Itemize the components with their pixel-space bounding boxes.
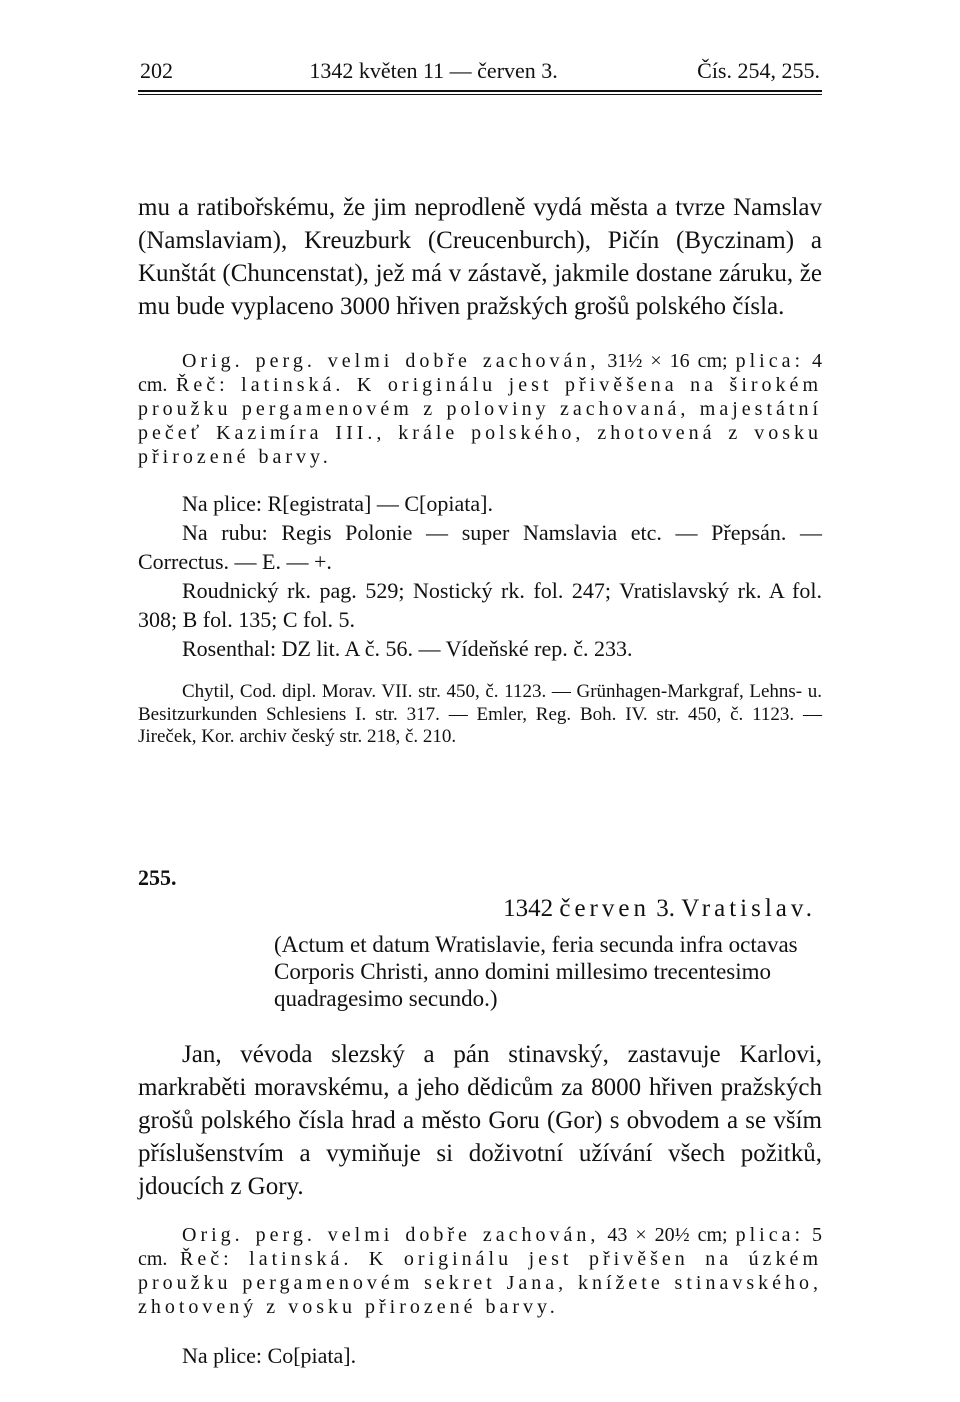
header-rule-thin (138, 94, 822, 95)
doc255-date-place (138, 895, 822, 923)
doc254-plica-label: plica: (735, 350, 805, 372)
doc255-latin-dating: (Actum et datum Wratislavie, feria secunda infra octavas Corporis Christi, anno domini millesimo trecentesimo quadragesimo secundo.) (274, 931, 798, 1011)
doc255-plica-value: 5 cm. (138, 1223, 822, 1270)
doc255-plica-label: plica: (735, 1223, 805, 1246)
doc255-place: Vratislav. (681, 894, 816, 922)
page (138, 58, 822, 1370)
doc255-orig-note (138, 1223, 822, 1319)
doc254-plice: Na plice: R[egistrata] — C[opiata]. (182, 491, 493, 516)
header-date-range: 1342 květen 11 — červen 3. (309, 58, 558, 83)
page-number: 202 (140, 58, 173, 83)
doc254-orig-note (138, 349, 822, 469)
doc255-month: červen (559, 894, 650, 922)
doc255-day: 3. (656, 894, 675, 922)
doc254-orig-spaced: Orig. perg. velmi dobře zachován, (182, 350, 600, 372)
doc254-dimensions: 31½ × 16 cm; (607, 350, 728, 372)
doc255-summary: Jan, vévoda slezský a pán stinavský, zastavuje Karlovi, markraběti moravskému, a jeho dědicům za 8000 hřiven pražských grošů polského čísla hrad a město Goru (Gor) s obvodem a se vším příslušenstvím a vymiňuje si doživotní užívání všech požitků, jdoucích z Gory. (138, 1040, 822, 1200)
doc255-year: 1342 (503, 894, 554, 922)
doc254-rosenthal: Rosenthal: DZ lit. A č. 56. — Vídeňské rep. č. 233. (182, 636, 633, 661)
running-header (138, 58, 822, 84)
doc255-orig-spaced: Orig. perg. velmi dobře zachován, (182, 1223, 600, 1246)
doc254-plica-value: 4 cm. (138, 350, 822, 396)
doc254-literature: Chytil, Cod. dipl. Morav. VII. str. 450, č. 1123. — Grünhagen-Markgraf, Lehns- u. Besitzurkunden Schlesiens I. str. 317. — Emler, Reg. Boh. IV. str. 450, č. 1123. — Jireček, Kor. archiv český str. 218, č. 210. (138, 681, 822, 747)
header-doc-numbers: Čís. 254, 255. (697, 58, 820, 83)
doc255-language-seal: Řeč: latinská. K originálu jest přivěšen na úzkém proužku pergamenovém sekret Jana, knížete stinavského, zhotovený z vosku přirozené barvy. (138, 1247, 822, 1318)
doc255-plice: Na plice: Co[piata]. (182, 1342, 357, 1368)
doc254-rubu: Na rubu: Regis Polonie — super Namslavia etc. — Přepsán. — Correctus. — E. — +. (138, 520, 822, 574)
doc254-language-seal: Řeč: latinská. K originálu jest přivěšena na širokém proužku pergamenovém z poloviny zachovaná, majestátní pečeť Kazimíra III., krále polského, zhotovená z vosku přirozené barvy. (138, 374, 822, 468)
doc255-number: 255. (138, 864, 177, 890)
doc254-text-end: mu a ratibořskému, že jim neprodleně vydá města a tvrze Namslav (Namslaviam), Kreuzburk (Creucenburch), Pičín (Byczinam) a Kunštát (Chuncenstat), jež má v zástavě, jakmile dostane záruku, že mu bude vyplaceno 3000 hřiven pražských grošů polského čísla. (138, 194, 822, 320)
doc255-dimensions: 43 × 20½ cm; (607, 1223, 728, 1246)
doc254-roudnicky: Roudnický rk. pag. 529; Nostický rk. fol. 247; Vratislavský rk. A fol. 308; B fol. 135; C fol. 5. (138, 578, 822, 632)
header-rule (138, 90, 822, 92)
